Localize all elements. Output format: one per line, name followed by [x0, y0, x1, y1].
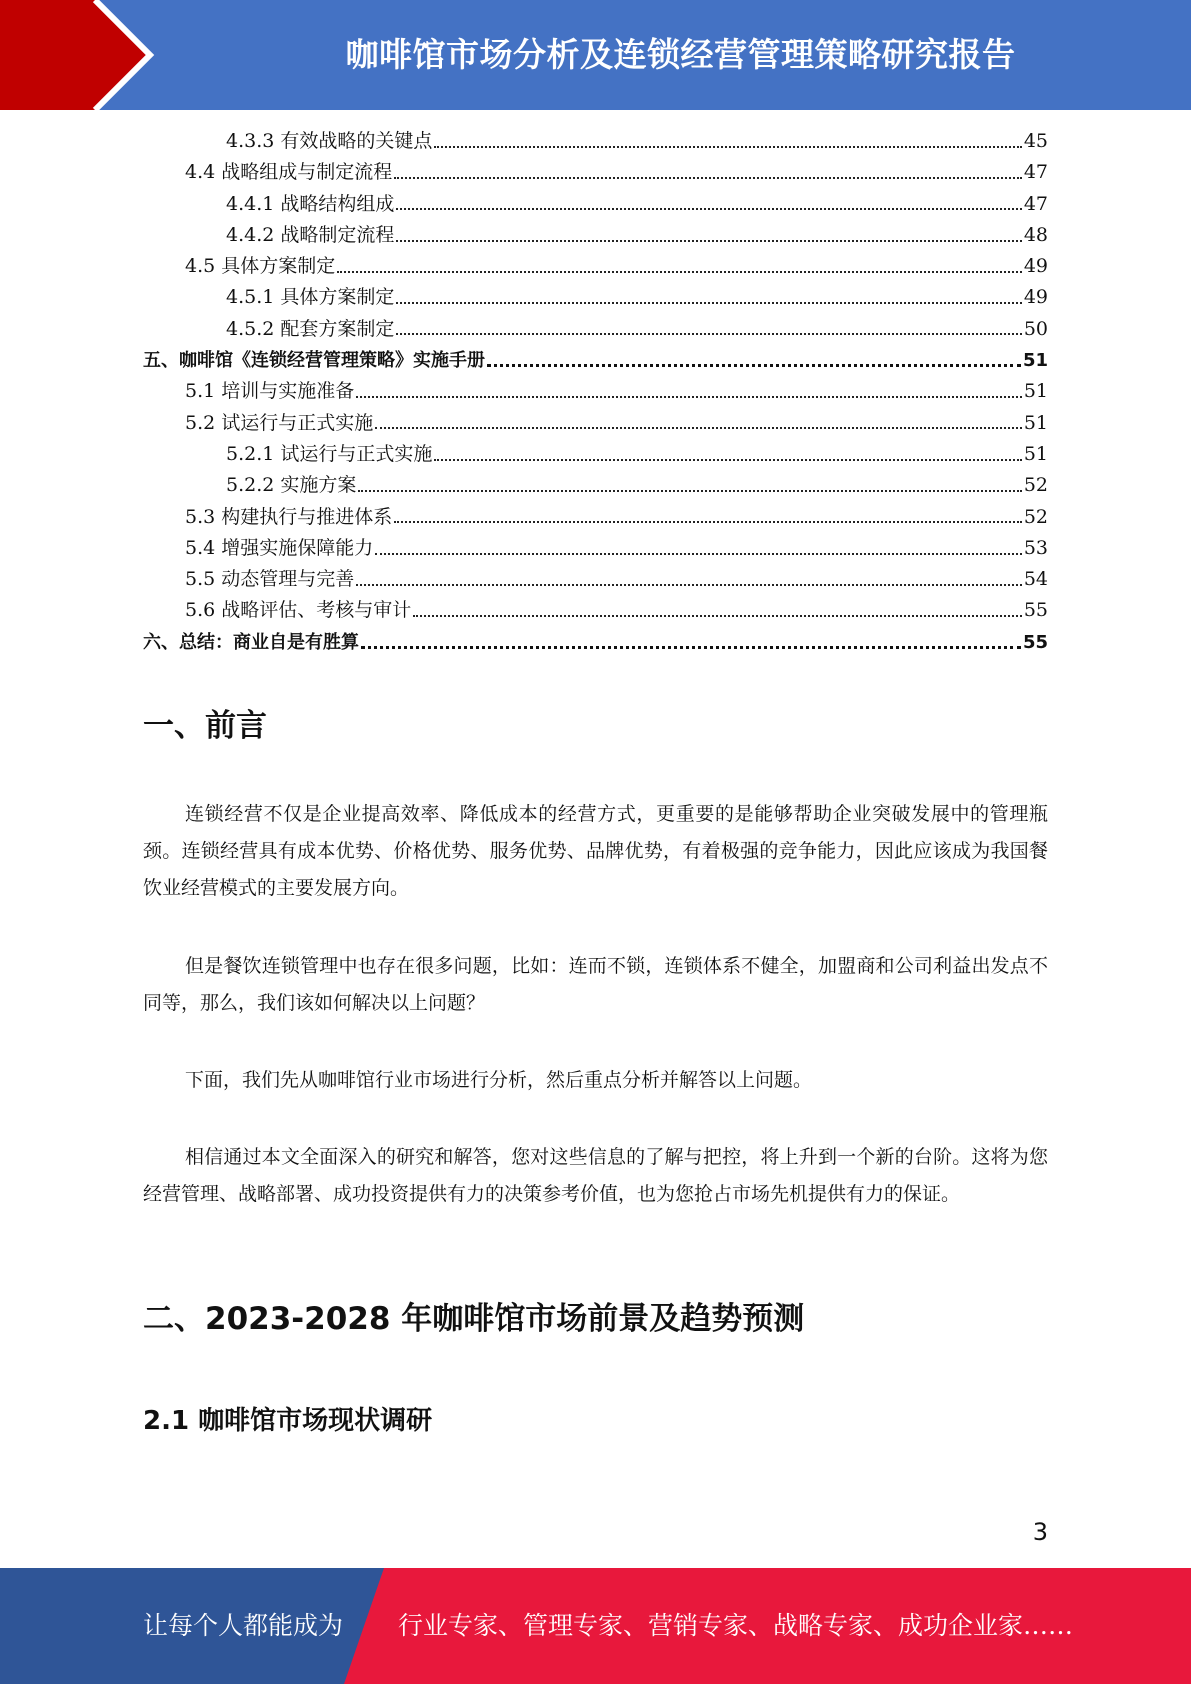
table-of-contents [143, 126, 1048, 658]
toc-entry[interactable] [143, 439, 1048, 470]
toc-dot-leader [375, 553, 1022, 555]
toc-dot-leader [487, 364, 1021, 367]
toc-entry-page: 51 [1023, 380, 1048, 403]
toc-entry[interactable] [143, 189, 1048, 220]
toc-entry-page: 48 [1023, 223, 1048, 246]
toc-entry-title: 4.5 具体方案制定 [185, 255, 336, 278]
preface-paragraph-2: 但是餐饮连锁管理中也存在很多问题，比如：连而不锁，连锁体系不健全，加盟商和公司利益出发点不同等，那么，我们该如何解决以上问题？ [143, 955, 1048, 1014]
toc-entry[interactable] [143, 251, 1048, 282]
toc-dot-leader [375, 427, 1022, 429]
preface-paragraph-3: 下面，我们先从咖啡馆行业市场进行分析，然后重点分析并解答以上问题。 [185, 1069, 813, 1091]
toc-entry-page: 45 [1023, 130, 1048, 152]
toc-entry-title: 5.2.1 试运行与正式实施 [226, 442, 433, 465]
toc-dot-leader [396, 333, 1021, 335]
toc-entry-page: 54 [1023, 568, 1048, 591]
toc-entry-page: 51 [1023, 411, 1048, 434]
section-2-1-title: 2.1 咖啡馆市场现状调研 [143, 1406, 433, 1436]
toc-entry[interactable] [143, 408, 1048, 439]
toc-dot-leader [361, 646, 1021, 649]
toc-entry-title: 4.3.3 有效战略的关键点 [226, 130, 433, 152]
toc-entry-page: 50 [1023, 317, 1048, 340]
toc-entry-page: 51 [1022, 350, 1048, 372]
toc-entry-title: 4.4 战略组成与制定流程 [185, 161, 393, 184]
toc-entry[interactable] [143, 282, 1048, 313]
toc-dot-leader [394, 177, 1022, 179]
preface-paragraph-1: 连锁经营不仅是企业提高效率、降低成本的经营方式，更重要的是能够帮助企业突破发展中的管理瓶颈。连锁经营具有成本优势、价格优势、服务优势、品牌优势，有着极强的竞争能力，因此应该成为我国餐饮业经营模式的主要发展方向。 [143, 803, 1048, 899]
toc-entry-title: 5.2.2 实施方案 [226, 474, 357, 497]
preface-title: 一、前言 [143, 708, 267, 744]
toc-entry-title: 5.2 试运行与正式实施 [185, 411, 374, 434]
toc-dot-leader [358, 490, 1021, 492]
toc-entry-title: 5.1 培训与实施准备 [185, 380, 355, 403]
toc-entry[interactable] [143, 220, 1048, 251]
toc-entry-title: 5.5 动态管理与完善 [185, 568, 355, 591]
toc-dot-leader [356, 584, 1022, 586]
footer-slogan-left: 让每个人都能成为 [143, 1611, 344, 1640]
toc-dot-leader [434, 146, 1021, 148]
toc-entry-title: 4.5.2 配套方案制定 [226, 317, 395, 340]
toc-entry-title: 4.5.1 具体方案制定 [226, 286, 395, 309]
toc-entry-page: 55 [1022, 631, 1048, 653]
toc-entry-title: 4.4.1 战略结构组成 [226, 192, 395, 215]
toc-entry-title: 五、咖啡馆《连锁经营管理策略》实施手册 [143, 350, 485, 372]
toc-entry[interactable] [143, 627, 1048, 658]
toc-dot-leader [337, 271, 1022, 273]
page-number: 3 [1032, 1518, 1048, 1546]
page-footer [0, 1568, 1191, 1684]
page-header [0, 0, 1191, 110]
toc-entry-page: 49 [1023, 255, 1048, 278]
toc-entry-title: 5.3 构建执行与推进体系 [185, 505, 393, 528]
toc-dot-leader [396, 240, 1021, 242]
toc-entry-page: 55 [1023, 599, 1048, 622]
toc-entry-page: 52 [1023, 505, 1048, 528]
toc-dot-leader [356, 396, 1022, 398]
toc-entry[interactable] [143, 314, 1048, 345]
toc-entry-page: 49 [1023, 286, 1048, 309]
toc-entry[interactable] [143, 157, 1048, 188]
toc-entry-title: 5.6 战略评估、考核与审计 [185, 599, 412, 622]
toc-dot-leader [396, 302, 1021, 304]
toc-entry[interactable] [143, 470, 1048, 501]
toc-dot-leader [434, 459, 1021, 461]
chapter2-title: 二、2023-2028 年咖啡馆市场前景及趋势预测 [143, 1301, 805, 1337]
toc-entry[interactable] [143, 533, 1048, 564]
toc-entry-title: 5.4 增强实施保障能力 [185, 536, 374, 559]
toc-entry[interactable] [143, 345, 1048, 376]
toc-entry-page: 51 [1023, 442, 1048, 465]
toc-entry-page: 52 [1023, 474, 1048, 497]
toc-entry-page: 53 [1023, 536, 1048, 559]
toc-entry[interactable] [143, 564, 1048, 595]
toc-dot-leader [413, 615, 1022, 617]
toc-entry-page: 47 [1023, 192, 1048, 215]
toc-entry[interactable] [143, 502, 1048, 533]
preface-paragraph-4: 相信通过本文全面深入的研究和解答，您对这些信息的了解与把控，将上升到一个新的台阶。这将为您经营管理、战略部署、成功投资提供有力的决策参考价值，也为您抢占市场先机提供有力的保证。 [143, 1146, 1048, 1205]
footer-slogan-right: 行业专家、管理专家、营销专家、战略专家、成功企业家…… [398, 1611, 1074, 1640]
header-title: 咖啡馆市场分析及连锁经营管理策略研究报告 [345, 35, 1016, 74]
toc-entry[interactable] [143, 126, 1048, 157]
toc-entry[interactable] [143, 595, 1048, 626]
toc-entry-title: 4.4.2 战略制定流程 [226, 223, 395, 246]
toc-entry[interactable] [143, 376, 1048, 407]
toc-entry-title: 六、总结：商业自是有胜算 [143, 631, 359, 653]
toc-entry-page: 47 [1023, 161, 1048, 184]
toc-dot-leader [394, 521, 1022, 523]
toc-dot-leader [396, 208, 1021, 210]
